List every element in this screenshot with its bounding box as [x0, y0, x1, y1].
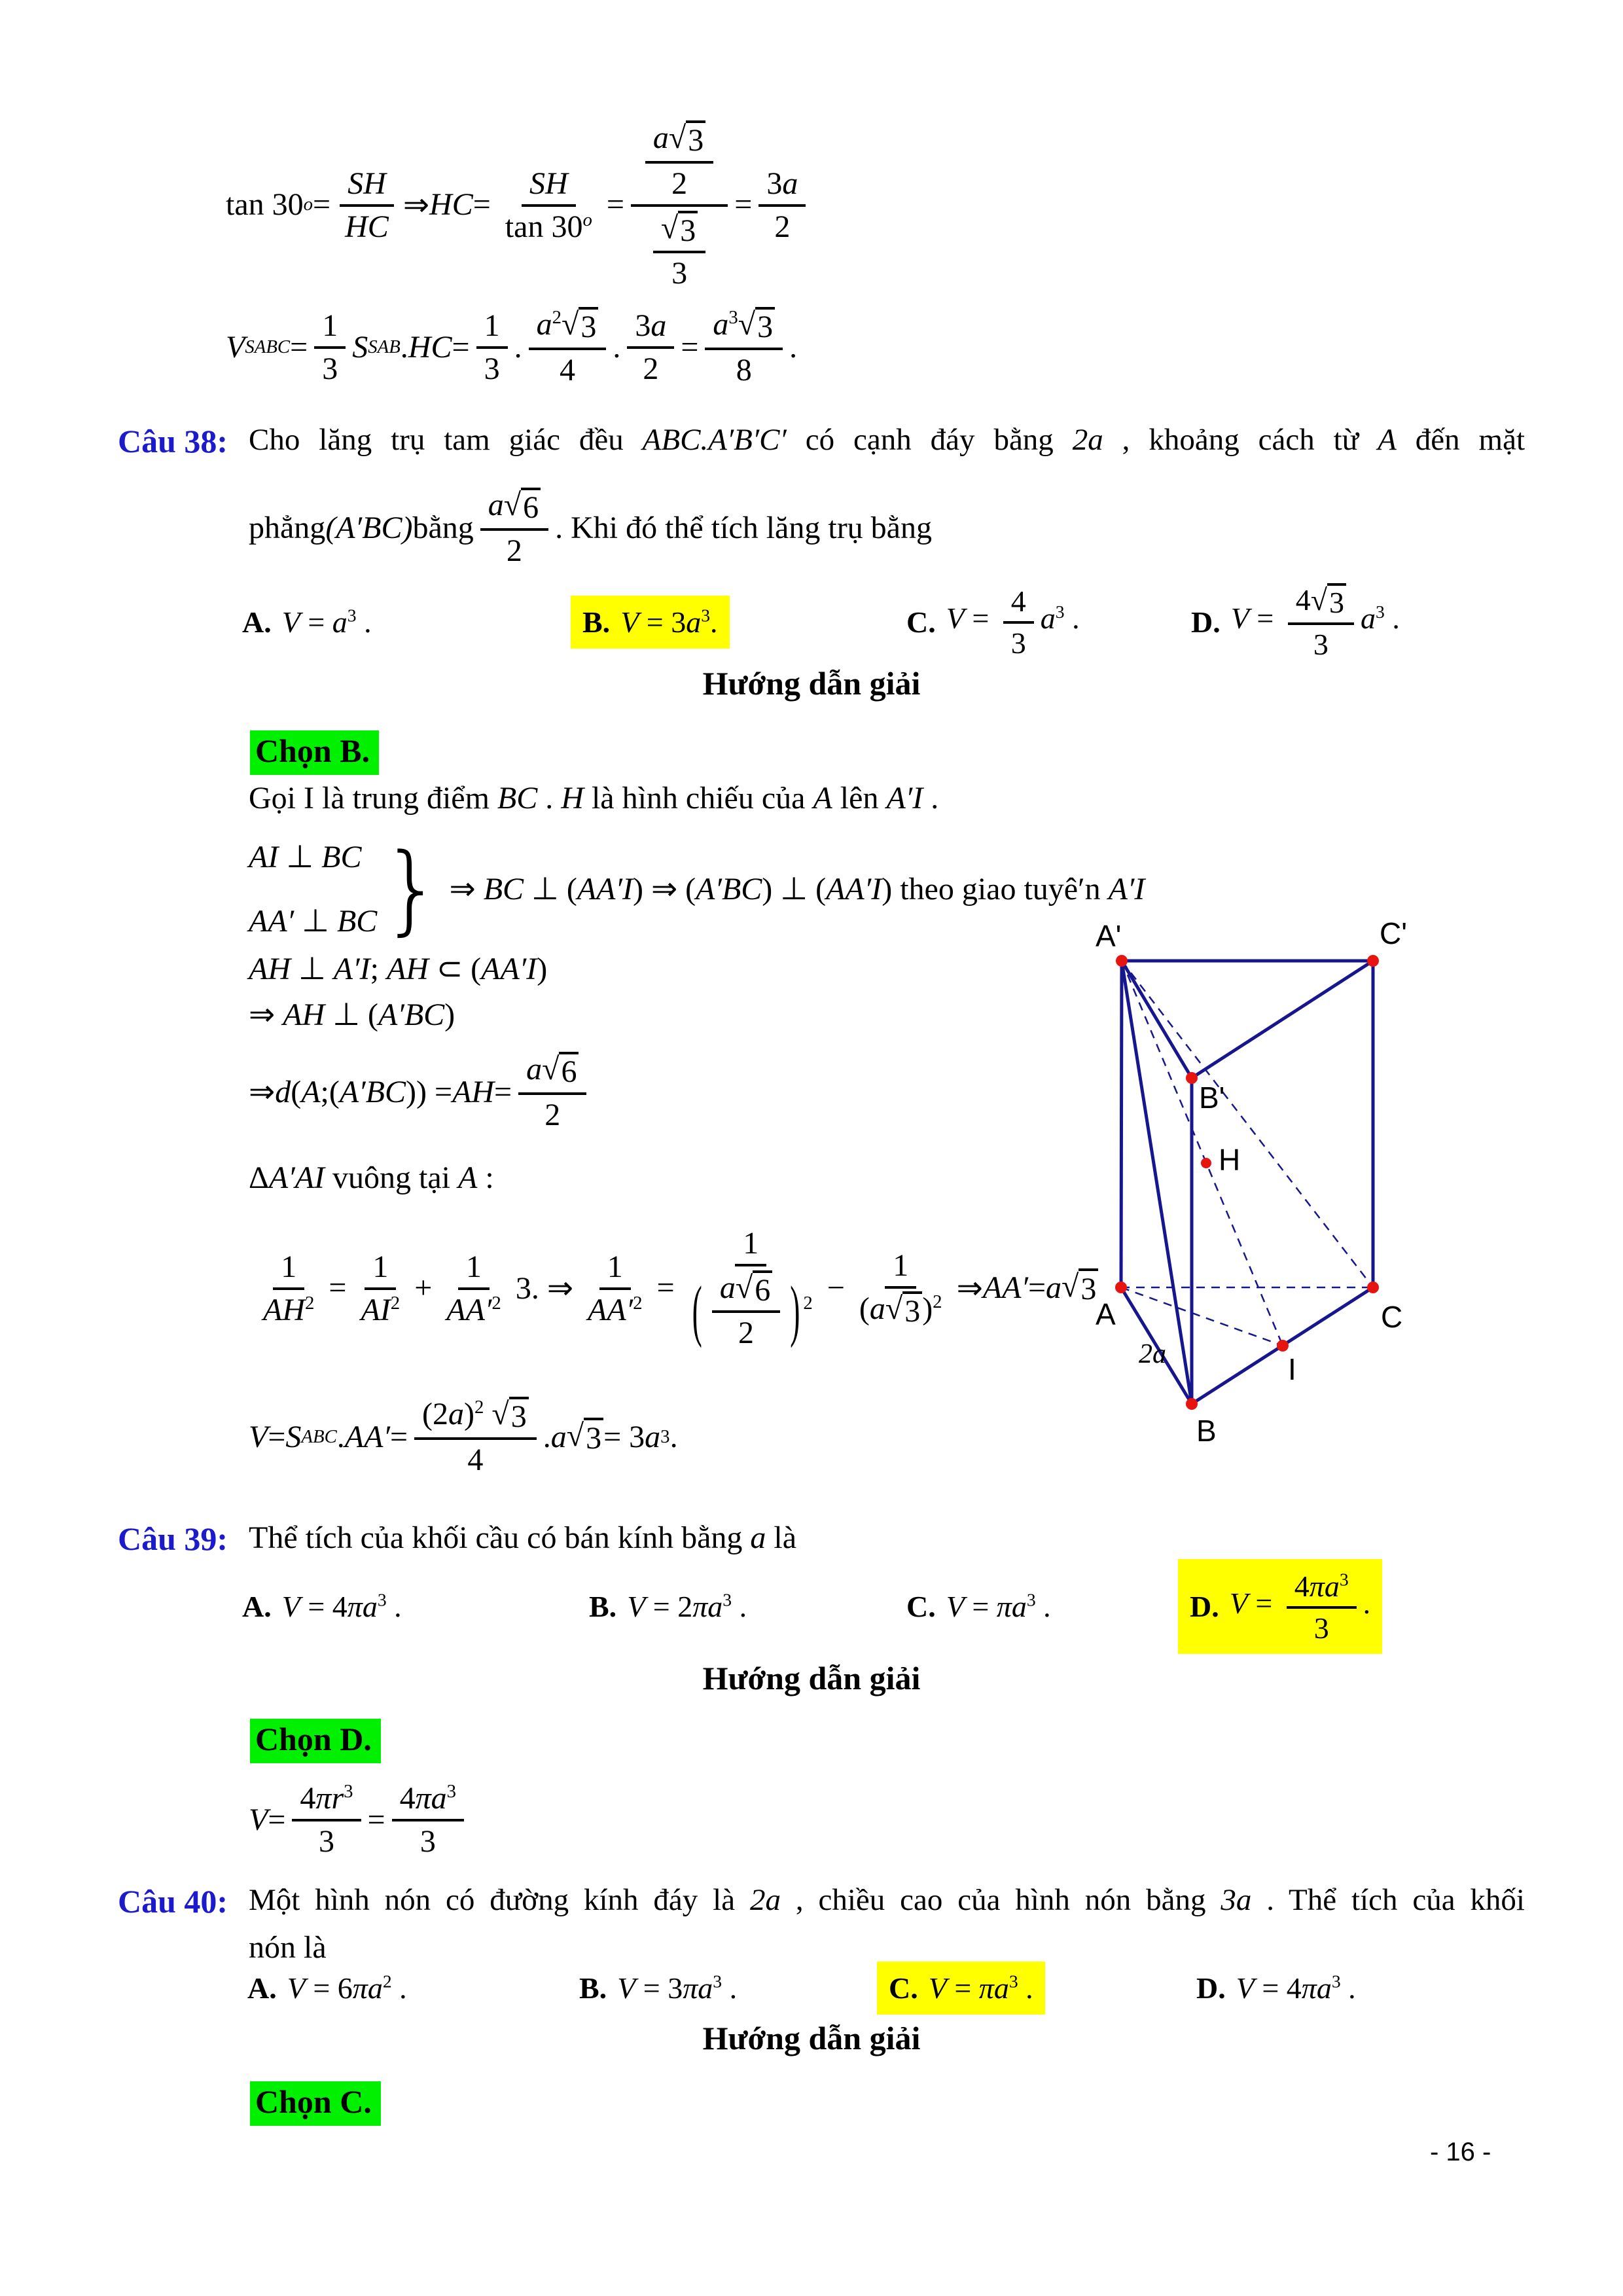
option-key: B.: [579, 1971, 607, 2005]
q39-solution-equation: V = $\frac{4\pi r^3}{3}$ = $\frac{4\pi a^3}{3}$: [249, 1774, 471, 1865]
option-formula: $V = 3a^3$.: [620, 605, 718, 639]
option-key: B.: [582, 605, 611, 639]
option-key: C.: [906, 1590, 936, 1623]
option-key: A.: [247, 1971, 277, 2005]
segment-ApC-dashed: [1122, 961, 1373, 1287]
edge-AAp: [1121, 961, 1122, 1287]
point-A: [1115, 1282, 1127, 1293]
q39-guide-heading: Hướng dẫn giải: [702, 1660, 921, 1696]
answer-highlight: [1178, 1559, 1382, 1654]
q39-statement: Thể tích của khối cầu có bán kính bằng a là: [249, 1520, 797, 1555]
option-key: D.: [1191, 605, 1221, 639]
label-C: C: [1381, 1300, 1403, 1334]
system-brace: }: [381, 832, 443, 945]
option-key: A.: [242, 1590, 272, 1623]
q39-label: Câu 39:: [118, 1520, 228, 1557]
option-formula: V = $\frac{4\pi a^3}{3}$ .: [1229, 1569, 1371, 1645]
system-row-1: AI ⊥ BC: [249, 839, 362, 874]
page-number: - 16 -: [1430, 2138, 1491, 2166]
q40-option-c: [877, 1952, 1045, 2024]
q40-guide-heading: Hướng dẫn giải: [702, 2020, 921, 2056]
system-conclusion: ⇒ BC ⊥ (AA′I) ⇒ (A′BC) ⊥ (AA′I) theo giao tuyê′n A′I: [449, 871, 1145, 906]
q40-statement-line1: Một hình nón có đường kính đáy là 2a , chiều cao của hình nón bằng 3a . Thể tích của khối: [249, 1883, 1525, 1917]
point-C-prime: [1367, 955, 1379, 967]
q38-chosen-answer: Chọn B.: [250, 730, 379, 775]
point-B-prime: [1186, 1072, 1198, 1084]
option-formula: $V = \pi a^3$ .: [928, 1971, 1033, 2005]
segment-ApB: [1122, 961, 1192, 1404]
option-formula: $V = 3\pi a^3$ .: [617, 1971, 738, 2005]
option-key: B.: [589, 1590, 617, 1623]
point-H: [1201, 1158, 1211, 1168]
q40-option-a: [247, 1952, 407, 2024]
option-formula: $V = 6\pi a^2$ .: [287, 1971, 407, 2005]
q40-option-d: [1196, 1952, 1356, 2024]
q40-chosen-answer: Chọn C.: [250, 2081, 381, 2126]
q38-system: [249, 832, 1145, 945]
option-formula: $V = 4\pi a^3$ .: [1236, 1971, 1356, 2005]
q39-chosen-answer: Chọn D.: [250, 1719, 381, 1763]
option-formula: $V = a^3$ .: [281, 605, 372, 639]
q40-option-b: [579, 1952, 737, 2024]
answer-highlight: [571, 596, 730, 649]
segment-AI-dashed: [1121, 1287, 1283, 1346]
point-C: [1367, 1282, 1379, 1293]
option-formula: V = 4 √ 3 3 $a^3$ .: [1230, 583, 1400, 661]
q38-label: Câu 38:: [118, 423, 228, 459]
q38-statement-line2: phẳng (A′BC) bằng a √ 6 2 . Khi đó thể tích lăng trụ bằng: [249, 488, 932, 568]
option-key: C.: [906, 605, 936, 639]
q38-line-triangle: ΔA′AI vuông tại A :: [249, 1160, 494, 1195]
q39-option-a: [242, 1546, 402, 1667]
point-B: [1186, 1398, 1198, 1410]
q38-guide-heading: Hướng dẫn giải: [702, 665, 921, 702]
point-A-prime: [1116, 955, 1128, 967]
q40-label: Câu 40:: [118, 1883, 228, 1920]
option-formula: $V = 4\pi a^3$ .: [281, 1589, 402, 1623]
label-A-prime: A': [1096, 919, 1122, 953]
formula-tan30: tan 30 o = $\frac{SH}{HC}$ ⇒ HC = $\frac{SH}{\tan 30^o}$ = a √ 3 2 √ 3 3 = $\frac{3a}{2}$: [226, 121, 812, 288]
label-I: I: [1288, 1352, 1296, 1386]
option-key: C.: [889, 1971, 918, 2005]
system-row-2: AA′ ⊥ BC: [249, 903, 378, 939]
q39-option-b: [589, 1546, 747, 1667]
label-A: A: [1096, 1297, 1116, 1331]
q39-option-c: [906, 1546, 1051, 1667]
answer-highlight: [877, 1962, 1045, 2015]
q38-line-ah: AH ⊥ A′I; AH ⊂ (AA′I): [249, 952, 548, 986]
q38-line-distance: ⇒ d ( A ;( A′BC )) = AH = a √ 6 2: [249, 1046, 593, 1138]
q38-line-ah-abc: ⇒ AH ⊥ (A′BC): [249, 997, 455, 1032]
option-formula: $V = \pi a^3$ .: [946, 1589, 1051, 1623]
system-conditions: [249, 838, 377, 939]
option-key: D.: [1196, 1971, 1226, 2005]
q39-option-d: [1178, 1546, 1382, 1667]
prism-diagram: [1073, 901, 1453, 1490]
option-formula: $V = 2\pi a^3$ .: [627, 1589, 747, 1623]
label-B: B: [1196, 1414, 1217, 1448]
q38-volume-equation: V = S ABC . AA′ = $(2a)^2$ √ 3 4 . a √ 3 = 3 a 3 .: [249, 1397, 678, 1477]
label-edge-2a: 2a: [1139, 1339, 1166, 1369]
q40-statement-line2: nón là: [249, 1930, 327, 1965]
option-key: D.: [1190, 1590, 1219, 1623]
point-I: [1277, 1340, 1289, 1352]
label-B-prime: B': [1199, 1081, 1225, 1115]
formula-vsabc: V SABC = $\frac{1}{3}$ S SAB . HC = $\frac{1}{3}$ . $a^2$ √ 3 4 . $\frac{3a}{2}$ = $a^3$ √ 3 8 .: [226, 307, 798, 387]
option-key: A.: [242, 605, 272, 639]
option-formula: V = $\frac{4}{3}$ $a^3$ .: [946, 584, 1080, 660]
q38-main-equation: $\frac{1}{AH^2}$ = $\frac{1}{AI^2}$ + $\frac{1}{AA'^2}$ 3. ⇒ $\frac{1}{AA'^2}$ = 1 ( a √ 6 2 ) $^2$ − 1 (a √ 3 )$^2$ ⇒ AA′ = a √ 3: [249, 1211, 1098, 1365]
edge-BpCp: [1192, 961, 1373, 1078]
q38-solution-goi: Gọi I là trung điểm BC . H là hình chiếu của A lên A′I .: [249, 781, 939, 816]
label-C-prime: C': [1380, 916, 1408, 950]
q38-statement-line1: Cho lăng trụ tam giác đều ABC.A′B′C′ có cạnh đáy bằng 2a , khoảng cách từ A đến mặt: [249, 423, 1525, 457]
label-H: H: [1219, 1143, 1241, 1177]
